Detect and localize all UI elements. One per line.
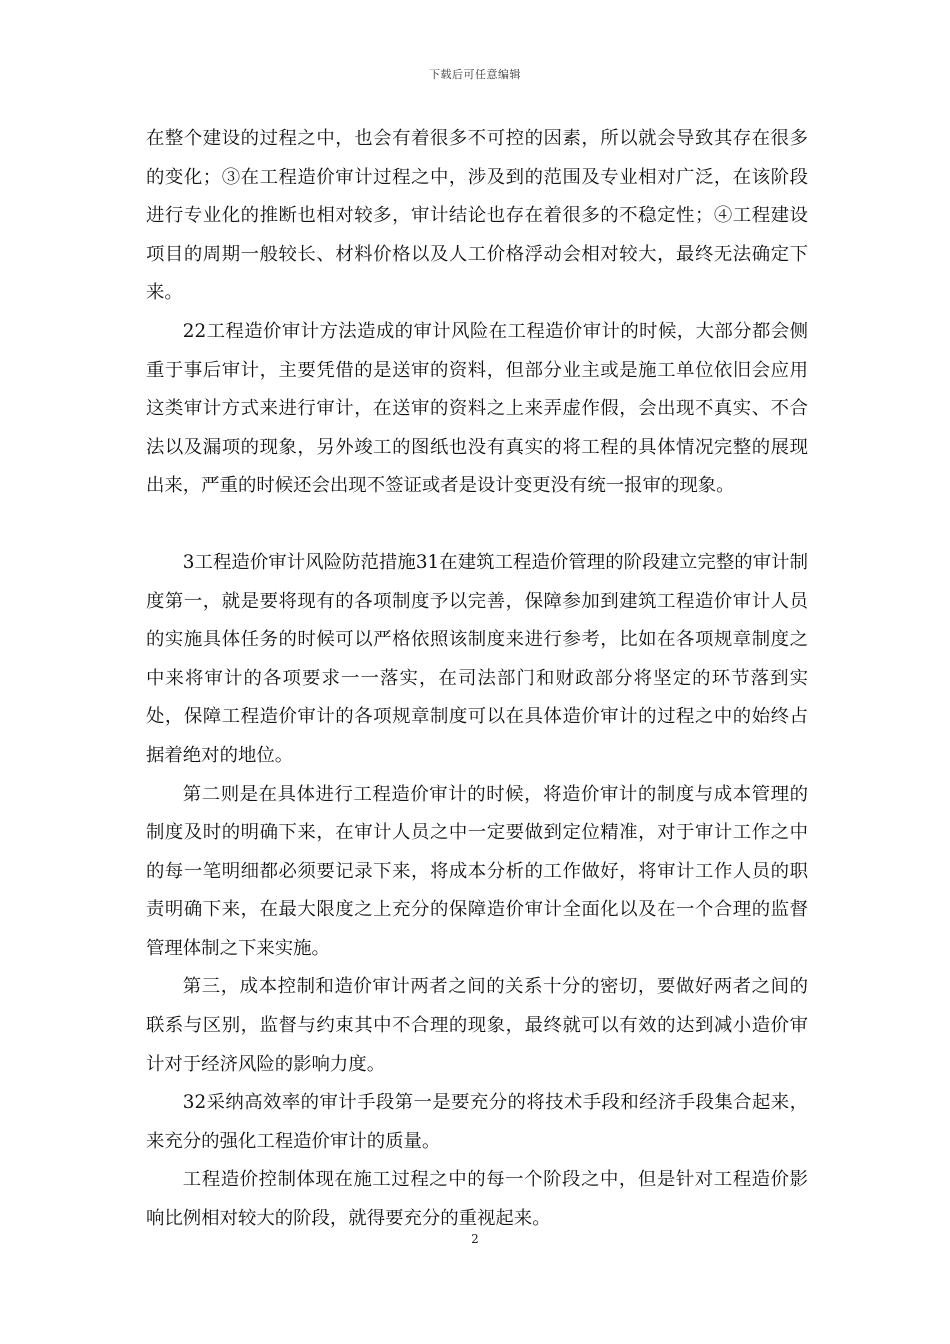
paragraph-prevention-measures: 3工程造价审计风险防范措施31在建筑工程造价管理的阶段建立完整的审计制度第一，就是要将现有的各项制度予以完善，保障参加到建筑工程造价审计人员的实施具体任务的时候可以严格依照该制度来进行参考，比如在各项规章制度之中来将审计的各项要求一一落实，在司法部门和财政部分将坚定的环节落到实处，保障工程造价审计的各项规章制度可以在具体造价审计的过程之中的始终占据着绝对的地位。 bbox=[146, 551, 808, 766]
document-body bbox=[146, 120, 808, 1239]
paragraph-audit-method-risk: 22工程造价审计方法造成的审计风险在工程造价审计的时候，大部分都会侧重于事后审计，主要凭借的是送审的资料，但部分业主或是施工单位依旧会应用这类审计方式来进行审计，在送审的资料之上来弄虚作假，会出现不真实、不合法以及漏项的现象，另外竣工的图纸也没有真实的将工程的具体情况完整的展现出来，严重的时候还会出现不签证或者是设计变更没有统一报审的现象。 bbox=[146, 320, 808, 497]
paragraph-cost-control: 工程造价控制体现在施工过程之中的每一个阶段之中，但是针对工程造价影响比例相对较大的阶段，就得要充分的重视起来。 bbox=[146, 1169, 808, 1230]
page-header: 下载后可任意编辑 bbox=[429, 68, 521, 81]
page-number: 2 bbox=[471, 1232, 479, 1246]
paragraph-second-point: 第二则是在具体进行工程造价审计的时候，将造价审计的制度与成本管理的制度及时的明确下来，在审计人员之中一定要做到定位精准，对于审计工作之中的每一笔明细都必须要记录下来，将成本分析的工作做好，将审计工作人员的职责明确下来，在最大限度之上充分的保障造价审计全面化以及在一个合理的监督管理体制之下来实施。 bbox=[146, 783, 808, 959]
paragraph-continuation: 在整个建设的过程之中，也会有着很多不可控的因素，所以就会导致其存在很多的变化；③在工程造价审计过程之中，涉及到的范围及专业相对广泛，在该阶段进行专业化的推断也相对较多，审计结论也存在着很多的不稳定性；④工程建设项目的周期一般较长、材料价格以及人工价格浮动会相对较大，最终无法确定下来。 bbox=[146, 128, 808, 304]
paragraph-efficient-audit: 32采纳高效率的审计手段第一是要充分的将技术手段和经济手段集合起来，来充分的强化工程造价审计的质量。 bbox=[146, 1092, 808, 1152]
paragraph-third-point: 第三，成本控制和造价审计两者之间的关系十分的密切，要做好两者之间的联系与区别，监督与约束其中不合理的现象，最终就可以有效的达到减小造价审计对于经济风险的影响力度。 bbox=[146, 976, 808, 1075]
